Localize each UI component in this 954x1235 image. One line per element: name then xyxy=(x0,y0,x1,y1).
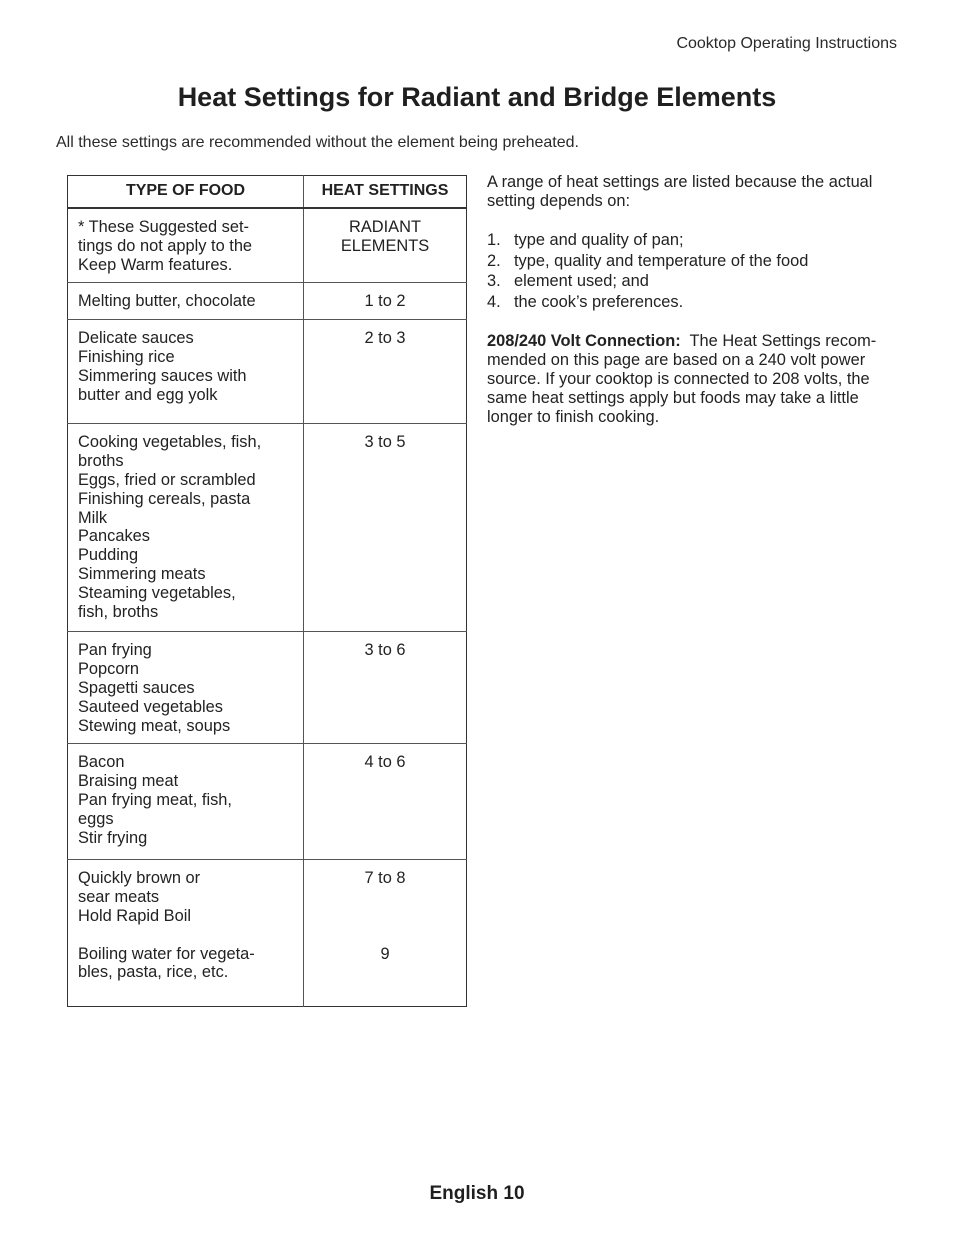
food-line: butter and egg yolk xyxy=(78,385,218,404)
food-line: Popcorn xyxy=(78,660,140,679)
page-footer: English 10 xyxy=(429,1183,525,1204)
table-row xyxy=(68,283,467,320)
factor-number: 4. xyxy=(487,292,501,311)
setting-value: 3 to 5 xyxy=(364,433,406,452)
setting-value: 9 xyxy=(380,944,390,963)
food-line: Pancakes xyxy=(78,527,150,546)
table-row xyxy=(68,320,467,424)
setting-value: RADIANT xyxy=(349,218,421,236)
range-explanation: A range of heat settings are listed because the actual setting depends on: xyxy=(487,173,873,210)
intro-text: All these settings are recommended without the element being preheated. xyxy=(56,134,579,151)
food-line: * These Suggested set- xyxy=(78,218,249,236)
food-line: Steaming vegetables, xyxy=(78,583,236,602)
table-row xyxy=(68,208,467,283)
food-line: Melting butter, chocolate xyxy=(78,292,256,311)
food-line: Quickly brown or xyxy=(78,869,201,888)
factor-item xyxy=(487,230,902,251)
food-line: Braising meat xyxy=(78,772,179,791)
factor-number: 2. xyxy=(487,251,501,270)
food-line: Pan frying meat, fish, xyxy=(78,790,232,809)
food-line: Stewing meat, soups xyxy=(78,716,231,735)
food-line: Cooking vegetables, fish, xyxy=(78,433,262,452)
factor-text: type and quality of pan; xyxy=(514,231,684,249)
food-line xyxy=(78,926,297,945)
food-line: eggs xyxy=(78,809,114,828)
food-line: Delicate sauces xyxy=(78,329,194,348)
food-line: Pan frying xyxy=(78,641,152,660)
factor-item xyxy=(487,271,902,292)
voltage-text: The Heat Settings recom-mended on this page are based on a 240 volt power source. If your cooktop is connected to 208 volts, the same heat settings apply but foods may take a little longer to finish cooking. xyxy=(487,332,877,426)
food-line: tings do not apply to the xyxy=(78,236,253,255)
food-line: Simmering meats xyxy=(78,564,206,583)
table-body xyxy=(68,208,467,1007)
voltage-title: 208/240 Volt Connection: xyxy=(487,332,681,350)
factor-text: the cook’s preferences. xyxy=(514,292,684,311)
setting-cell xyxy=(304,860,467,1007)
setting-cell xyxy=(304,320,467,424)
food-line: Stir frying xyxy=(78,828,148,847)
table-row xyxy=(68,744,467,860)
food-cell xyxy=(68,424,304,632)
food-cell xyxy=(68,320,304,424)
setting-value: 3 to 6 xyxy=(364,641,406,660)
setting-cell xyxy=(304,283,467,320)
setting-value xyxy=(304,926,466,945)
food-line: Spagetti sauces xyxy=(78,678,195,697)
setting-cell xyxy=(304,744,467,860)
factor-list xyxy=(487,230,902,312)
setting-cell xyxy=(304,632,467,744)
food-line: Simmering sauces with xyxy=(78,366,247,385)
setting-value: 7 to 8 xyxy=(364,869,406,888)
setting-cell xyxy=(304,208,467,283)
food-line: broths xyxy=(78,452,124,471)
column-header-food: TYPE OF FOOD xyxy=(68,176,304,209)
table-row xyxy=(68,860,467,1007)
factor-text: element used; and xyxy=(514,272,649,290)
food-cell xyxy=(68,283,304,320)
factor-number: 3. xyxy=(487,272,501,290)
food-line: sear meats xyxy=(78,888,160,907)
setting-value: 1 to 2 xyxy=(364,292,406,311)
column-header-setting: HEAT SETTINGS xyxy=(304,176,467,209)
table-row xyxy=(68,632,467,744)
table-row xyxy=(68,424,467,632)
heat-settings-table xyxy=(67,175,467,1007)
food-line: Bacon xyxy=(78,753,125,772)
setting-cell xyxy=(304,424,467,632)
food-line: Finishing cereals, pasta xyxy=(78,489,251,508)
factor-text: type, quality and temperature of the food xyxy=(514,251,809,270)
food-line: Milk xyxy=(78,508,108,527)
food-cell xyxy=(68,632,304,744)
setting-value xyxy=(304,888,466,907)
food-cell xyxy=(68,208,304,283)
food-line: Sauteed vegetables xyxy=(78,697,223,716)
food-line: Boiling water for vegeta- xyxy=(78,944,255,963)
setting-value: 2 to 3 xyxy=(364,329,406,348)
running-header: Cooktop Operating Instructions xyxy=(676,35,897,52)
factor-item xyxy=(487,251,902,272)
setting-value: 4 to 6 xyxy=(364,753,406,772)
voltage-paragraph xyxy=(487,332,902,427)
table-header-row xyxy=(68,176,467,209)
food-line: Keep Warm features. xyxy=(78,255,233,274)
food-line: fish, broths xyxy=(78,602,159,621)
setting-value: ELEMENTS xyxy=(340,236,430,255)
factor-number: 1. xyxy=(487,231,501,249)
food-line: Pudding xyxy=(78,546,139,565)
food-line: Finishing rice xyxy=(78,347,175,366)
settings-notes xyxy=(487,173,902,427)
food-cell xyxy=(68,744,304,860)
food-line: Eggs, fried or scrambled xyxy=(78,470,256,489)
food-line: bles, pasta, rice, etc. xyxy=(78,963,229,982)
page-title: Heat Settings for Radiant and Bridge Elements xyxy=(177,82,777,112)
food-cell xyxy=(68,860,304,1007)
setting-value xyxy=(304,907,466,926)
food-line: Hold Rapid Boil xyxy=(78,906,191,925)
factor-item xyxy=(487,292,902,313)
